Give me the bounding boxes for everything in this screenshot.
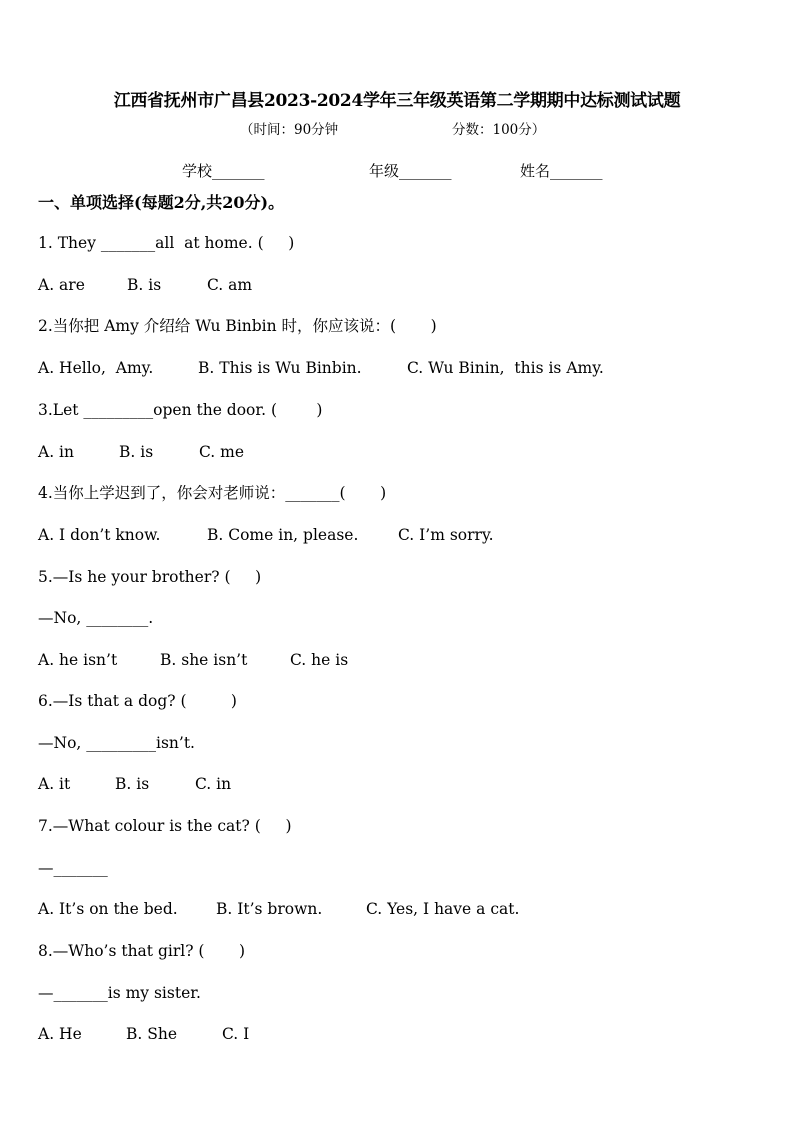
question-8-stem: 8.—Who’s that girl? ( ) [38, 942, 246, 960]
name-field: 姓名_______ [520, 162, 603, 180]
question-2-option-b: B. This is Wu Binbin. [198, 359, 362, 377]
question-6-option-c: C. in [195, 775, 232, 793]
section-heading: 一、单项选择(每题2分,共20分)。 [38, 193, 285, 212]
question-6-stem: 6.—Is that a dog? ( ) [38, 692, 237, 710]
question-4-option-c: C. I’m sorry. [398, 526, 494, 544]
question-5-option-c: C. he is [290, 651, 349, 669]
question-7-option-b: B. It’s brown. [216, 900, 323, 918]
question-3-stem: 3.Let _________open the door. ( ) [38, 401, 323, 419]
school-field: 学校_______ [182, 162, 265, 180]
question-4-stem: 4.当你上学迟到了，你会对老师说：_______( ) [38, 484, 387, 502]
question-3-option-b: B. is [119, 443, 154, 461]
question-6-option-b: B. is [115, 775, 150, 793]
question-3-option-a: A. in [38, 443, 74, 461]
question-1-option-c: C. am [207, 276, 253, 294]
grade-field: 年级_______ [369, 162, 452, 180]
question-7-option-a: A. It’s on the bed. [38, 900, 178, 918]
question-5-option-a: A. he isn’t [38, 651, 118, 669]
exam-title: 江西省抚州市广昌县2023-2024学年三年级英语第二学期期中达标测试试题 [113, 91, 681, 111]
question-8-option-b: B. She [126, 1025, 178, 1043]
question-2-option-a: A. Hello, Amy. [38, 359, 154, 377]
question-8-option-c: C. I [222, 1025, 250, 1043]
question-8-answer: —_______is my sister. [38, 984, 201, 1002]
question-1-option-a: A. are [38, 276, 85, 294]
question-6-option-a: A. it [38, 775, 71, 793]
question-6-answer: —No, _________isn’t. [38, 734, 195, 752]
question-5-stem: 5.—Is he your brother? ( ) [38, 568, 262, 586]
question-5-option-b: B. she isn’t [160, 651, 248, 669]
question-7-option-c: C. Yes, I have a cat. [366, 900, 520, 918]
question-7-stem: 7.—What colour is the cat? ( ) [38, 817, 292, 835]
question-2-stem: 2.当你把 Amy 介绍给 Wu Binbin 时，你应该说：( ) [38, 317, 437, 335]
question-7-answer: —_______ [38, 859, 108, 877]
question-4-option-b: B. Come in, please. [207, 526, 359, 544]
question-1-option-b: B. is [127, 276, 162, 294]
question-5-answer: —No, ________. [38, 609, 154, 627]
question-8-option-a: A. He [38, 1025, 82, 1043]
exam-score: 分数：100分） [452, 122, 546, 138]
question-2-option-c: C. Wu Binin, this is Amy. [407, 359, 604, 377]
question-4-option-a: A. I don’t know. [38, 526, 161, 544]
question-1-stem: 1. They _______all at home. ( ) [38, 234, 295, 252]
question-3-option-c: C. me [199, 443, 245, 461]
exam-time: （时间：90分钟 [240, 122, 339, 138]
